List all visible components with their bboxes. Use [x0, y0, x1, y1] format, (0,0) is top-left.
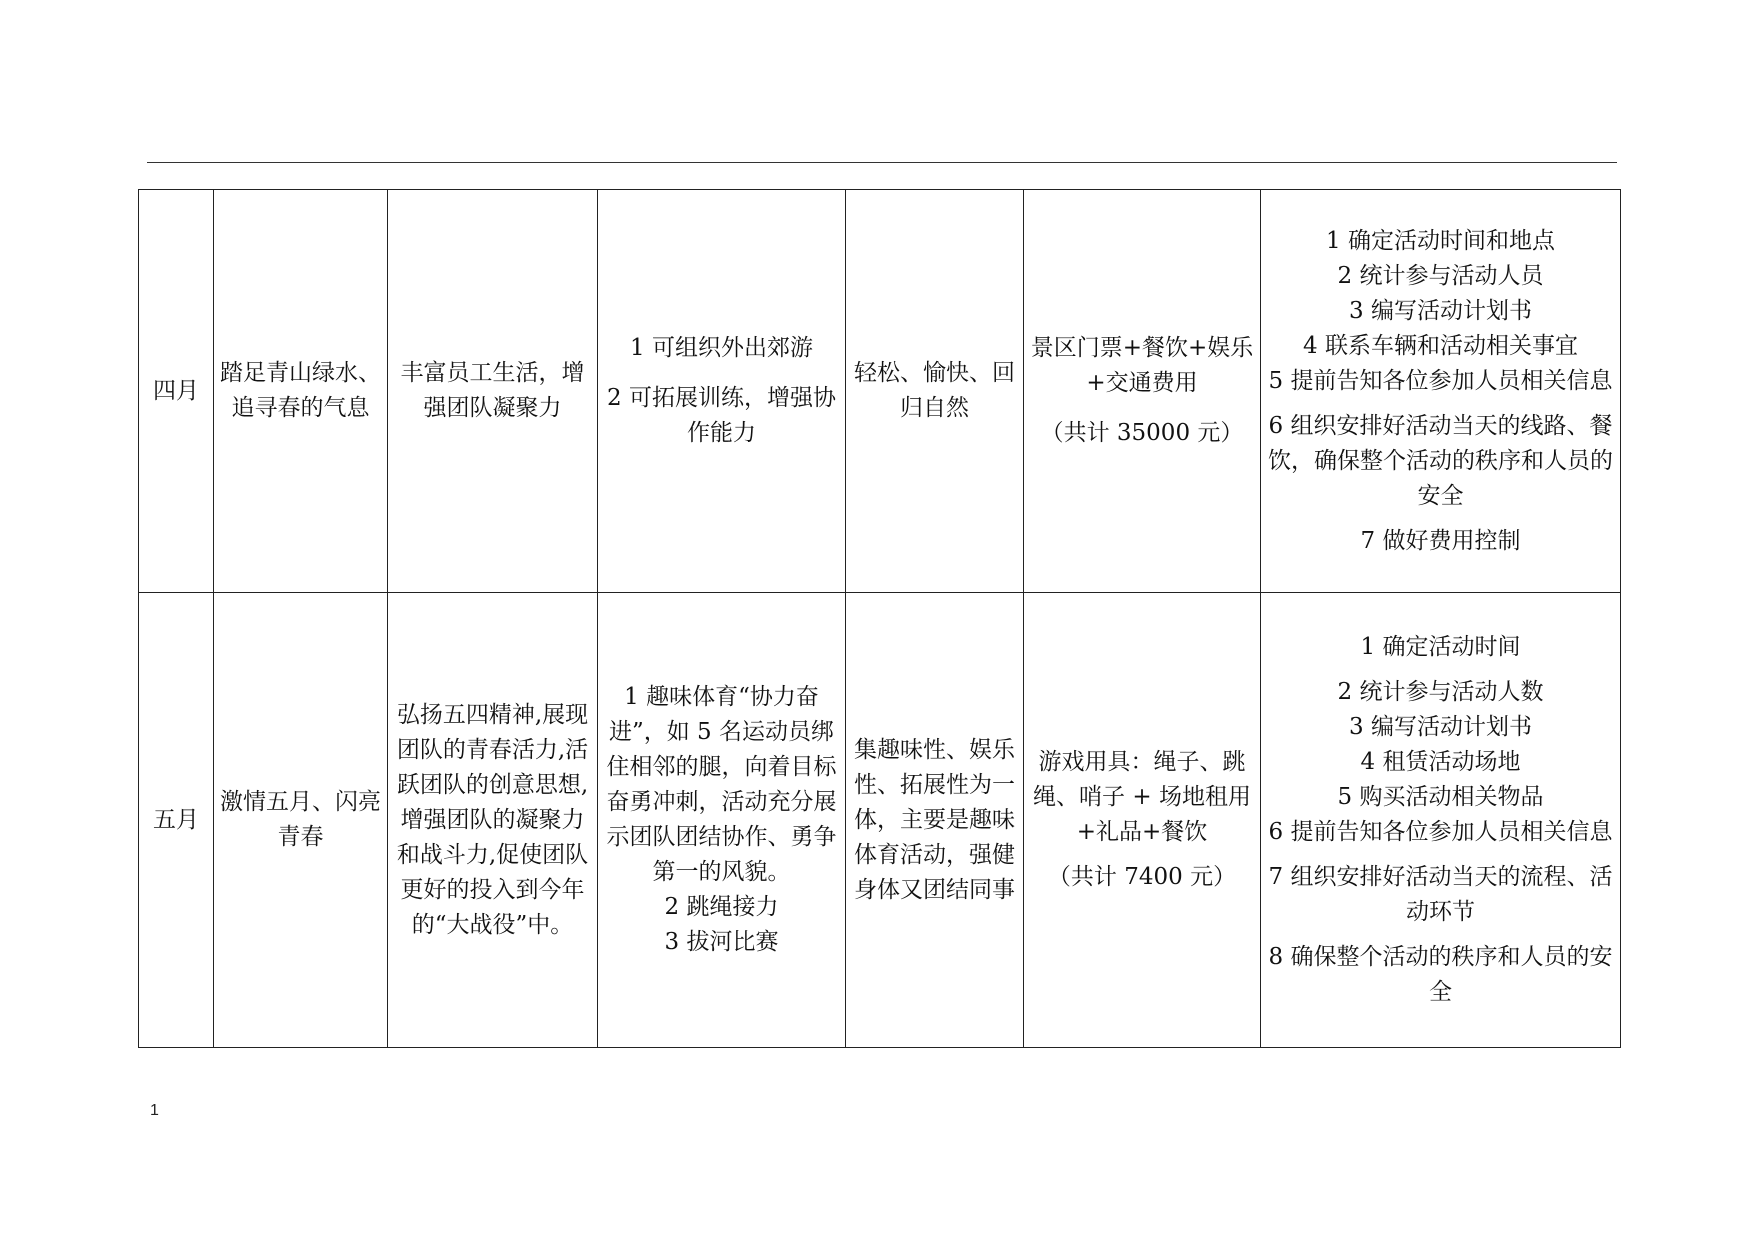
features-cell: 轻松、愉快、回归自然	[846, 190, 1024, 593]
activities-cell	[598, 190, 846, 593]
month-cell: 四月	[139, 190, 214, 593]
month-cell: 五月	[139, 593, 214, 1048]
features-cell: 集趣味性、娱乐性、拓展性为一体，主要是趣味体育活动，强健身体又团结同事	[846, 593, 1024, 1048]
activity-line: 3 拔河比赛	[664, 929, 779, 955]
task-line: 3 编写活动计划书	[1349, 297, 1532, 324]
task-line: 6 组织安排好活动当天的线路、餐饮，确保整个活动的秩序和人员的安全	[1268, 412, 1613, 509]
activity-line: 2 可拓展训练，增强协作能力	[607, 385, 836, 446]
task-line: 7 组织安排好活动当天的流程、活动环节	[1268, 864, 1613, 925]
activity-line: 2 跳绳接力	[664, 894, 779, 920]
purpose-cell: 弘扬五四精神,展现团队的青春活力,活跃团队的创意思想,增强团队的凝聚力和战斗力,促使团队更好的投入到今年的“大战役”中。	[388, 593, 598, 1048]
task-line: 8 确保整个活动的秩序和人员的安全	[1268, 944, 1613, 1005]
table-row	[139, 190, 1621, 593]
task-line: 4 租赁活动场地	[1360, 749, 1521, 775]
activities-cell	[598, 593, 846, 1048]
theme-cell: 激情五月、闪亮青春	[214, 593, 388, 1048]
purpose-cell: 丰富员工生活，增强团队凝聚力	[388, 190, 598, 593]
header-rule	[147, 162, 1617, 163]
task-line: 2 统计参与活动人员	[1337, 262, 1544, 289]
activity-line: 1 可组织外出郊游	[630, 335, 813, 361]
task-line: 1 确定活动时间和地点	[1326, 227, 1555, 254]
budget-total: （共计 7400 元）	[1047, 864, 1237, 890]
activity-line: 1 趣味体育“协力奋进”，如 5 名运动员绑住相邻的腿，向着目标奋勇冲刺，活动充分展示团队团结协作、勇争第一的风貌。	[606, 684, 837, 885]
budget-items: 景区门票+餐饮+娱乐+交通费用	[1030, 335, 1254, 396]
budget-total: （共计 35000 元）	[1040, 420, 1244, 446]
task-line: 7 做好费用控制	[1360, 527, 1521, 554]
task-line: 2 统计参与活动人数	[1337, 679, 1544, 705]
tasks-cell	[1261, 190, 1621, 593]
task-line: 1 确定活动时间	[1360, 634, 1521, 660]
tasks-cell	[1261, 593, 1621, 1048]
task-line: 4 联系车辆和活动相关事宜	[1303, 332, 1578, 359]
budget-cell	[1024, 593, 1261, 1048]
task-line: 5 提前告知各位参加人员相关信息	[1268, 367, 1613, 394]
budget-cell	[1024, 190, 1261, 593]
table-row	[139, 593, 1621, 1048]
page-number: 1	[150, 1102, 159, 1119]
budget-items: 游戏用具：绳子、跳绳、哨子 + 场地租用+礼品+餐饮	[1033, 749, 1251, 845]
task-line: 3 编写活动计划书	[1349, 714, 1532, 740]
theme-cell: 踏足青山绿水、追寻春的气息	[214, 190, 388, 593]
task-line: 6 提前告知各位参加人员相关信息	[1268, 819, 1613, 845]
activity-plan-table	[138, 189, 1621, 1048]
task-line: 5 购买活动相关物品	[1337, 784, 1544, 810]
